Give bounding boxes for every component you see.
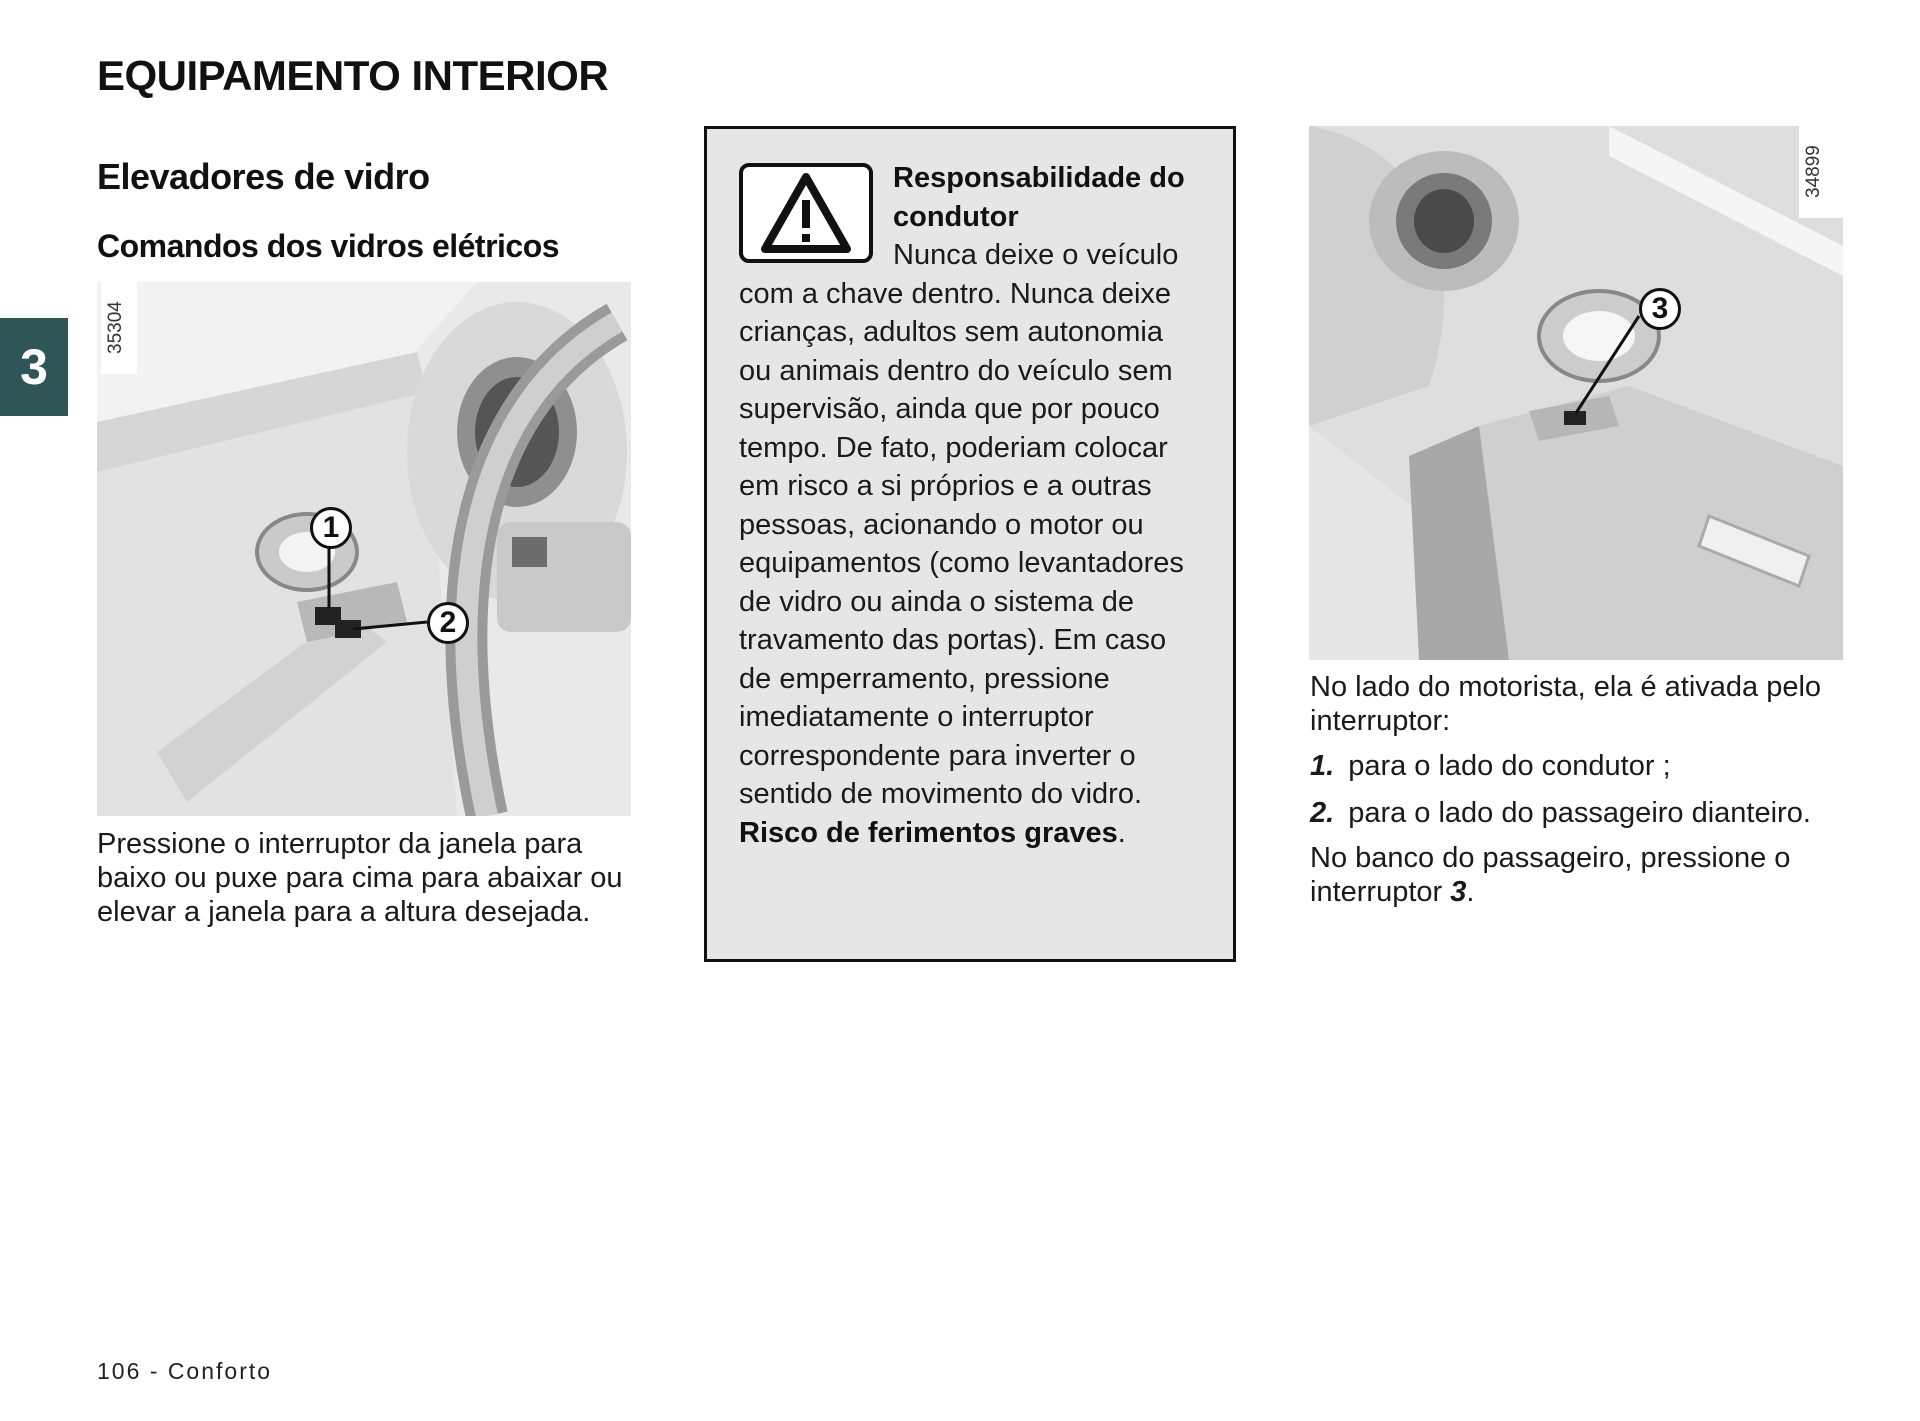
section-title: Elevadores de vidro bbox=[97, 156, 430, 197]
left-instruction-text: Pressione o interruptor da janela para baixo ou puxe para cima para abaixar ou elevar a janela para a altura desejada. bbox=[97, 828, 623, 928]
callout-1: 1 bbox=[310, 507, 352, 549]
list-item-text: para o lado do passageiro dianteiro. bbox=[1348, 797, 1811, 829]
warning-triangle-icon bbox=[739, 163, 873, 263]
passenger-switch-ref: 3 bbox=[1450, 876, 1467, 908]
callout-3: 3 bbox=[1639, 288, 1681, 330]
passenger-text bbox=[1310, 841, 1870, 909]
warning-emphasis-end: . bbox=[1117, 816, 1126, 849]
chapter-tab: 3 bbox=[0, 318, 68, 416]
driver-door-illustration bbox=[97, 282, 631, 816]
page-footer: 106 - Conforto bbox=[97, 1358, 273, 1384]
callout-2: 2 bbox=[427, 602, 469, 644]
passenger-door-illustration bbox=[1309, 126, 1843, 660]
passenger-text-end: . bbox=[1466, 876, 1475, 908]
list-item-number: 2. bbox=[1310, 797, 1335, 829]
warning-box bbox=[704, 126, 1236, 962]
passenger-door-drawing bbox=[1309, 126, 1843, 660]
list-item bbox=[1310, 749, 1671, 783]
warning-heading: Responsabilidade do condutor bbox=[893, 162, 1185, 233]
page-title: EQUIPAMENTO INTERIOR bbox=[97, 52, 609, 99]
warning-emphasis: Risco de ferimentos graves bbox=[739, 816, 1118, 849]
warning-intro: Nunca deixe o veículo com a chave dentro. bbox=[739, 239, 1179, 310]
figure-code: 34899 bbox=[1799, 126, 1843, 218]
figure-code: 35304 bbox=[101, 282, 137, 374]
passenger-text-body: No banco do passageiro, pressione o interruptor bbox=[1310, 842, 1791, 908]
list-item-number: 1. bbox=[1310, 750, 1335, 782]
warning-body: Nunca deixe crianças, adultos sem autonomia ou animais dentro do veículo sem supervisão, ainda que por pouco tempo. De fato, poderiam colocar em risco a si próprios e a outras pessoas, acionando o motor ou equipamentos (como levantadores de vidro ou ainda o sistema de travamento das portas). Em caso de emperramento, pressione imediatamente o interruptor correspondente para inverter o sentido de movimento do vidro. bbox=[739, 277, 1184, 810]
right-intro-text: No lado do motorista, ela é ativada pelo interruptor: bbox=[1310, 671, 1822, 737]
subsection-title: Comandos dos vidros elétricos bbox=[97, 228, 560, 264]
list-item-text: para o lado do condutor ; bbox=[1348, 750, 1671, 782]
list-item bbox=[1310, 796, 1811, 830]
driver-door-drawing bbox=[97, 282, 631, 816]
